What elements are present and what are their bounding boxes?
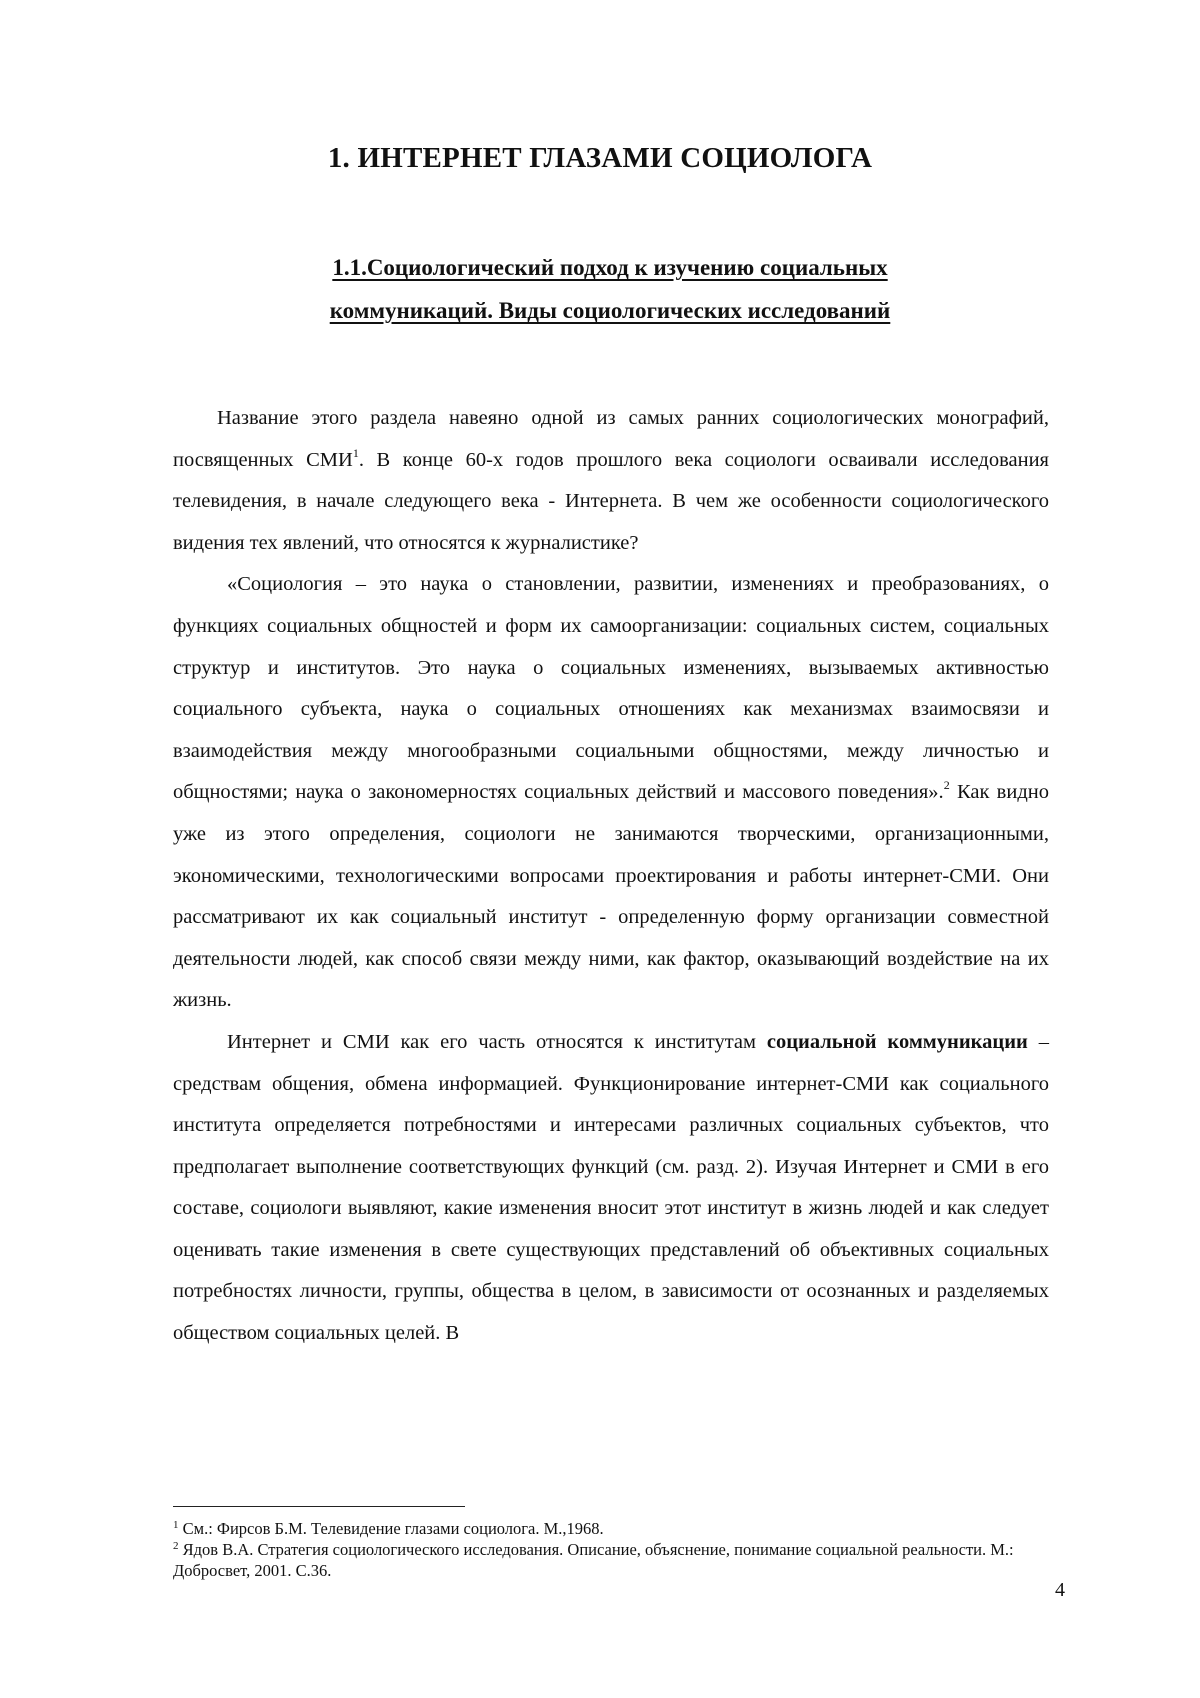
paragraph-2-text-b: Как видно уже из этого определения, социологи не занимаются творческими, организационными, экономическими, технологическими вопросами проектирования и работы интернет-СМИ. Они рассматривают их как социальный институт - определенную форму организации совместной деятельности людей, как способ связи между ними, как фактор, оказывающий воздействие на их жизнь. [173,781,1049,1012]
footnote-ref-1: 1 [352,445,359,460]
paragraph-3-bold-term: социальной коммуникации [766,1030,1028,1053]
section-title-line-1: 1.1.Социологический подход к изучению социальных [332,255,888,280]
page-number: 4 [1055,1579,1065,1601]
footnote-2-text: Ядов В.А. Стратегия социологического исследования. Описание, объяснение, понимание социальной реальности. М.: Добросвет, 2001. С.36. [173,1540,1014,1580]
paragraph-1 [173,398,1049,564]
section-title [175,246,1045,332]
paragraph-3-text-a: Интернет и СМИ как его часть относятся к институтам [227,1030,767,1053]
paragraph-3 [173,1022,1049,1355]
footnote-ref-2: 2 [943,778,950,793]
section-title-line-2: коммуникаций. Виды социологических исследований [329,298,891,323]
body-text [173,398,1049,1355]
footnote-1 [173,1518,1033,1539]
footnote-1-number: 1 [173,1519,179,1531]
paragraph-2 [173,564,1049,1022]
footnotes [173,1518,1033,1581]
paragraph-1-text-b: . В конце 60-х годов прошлого века социологи осваивали исследования телевидения, в начале следующего века - Интернета. В чем же особенности социологического видения тех явлений, что относятся к журналистике? [173,448,1049,554]
footnote-2 [173,1539,1033,1581]
footnote-separator [173,1506,465,1507]
footnote-2-number: 2 [173,1540,179,1552]
paragraph-2-text-a: «Социология – это наука о становлении, развитии, изменениях и преобразованиях, о функциях социальных общностей и форм их самоорганизации: социальных систем, социальных структур и институтов. Это наука о социальных изменениях, вызываемых активностью социального субъекта, наука о социальных отношениях как механизмах взаимосвязи и взаимодействия между многообразными социальными общностями, между личностью и общностями; наука о закономерностях социальных действий и массового поведения». [173,573,1049,804]
chapter-title: 1. ИНТЕРНЕТ ГЛАЗАМИ СОЦИОЛОГА [327,142,873,174]
paragraph-3-text-b: – средствам общения, обмена информацией. Функционирование интернет-СМИ как социального института определяется потребностями и интересами различных социальных субъектов, что предполагает выполнение соответствующих функций (см. разд. 2). Изучая Интернет и СМИ в его составе, социологи выявляют, какие изменения вносит этот институт в жизнь людей и как следует оценивать такие изменения в свете существующих представлений об объективных социальных потребностях личности, группы, общества в целом, в зависимости от осознанных и разделяемых обществом социальных целей. В [173,1030,1049,1345]
paragraph-1-text-a: Название этого раздела навеяно одной из самых ранних социологических монографий, посвященных СМИ [173,407,1049,471]
footnote-1-text: См.: Фирсов Б.М. Телевидение глазами социолога. М.,1968. [178,1519,604,1538]
